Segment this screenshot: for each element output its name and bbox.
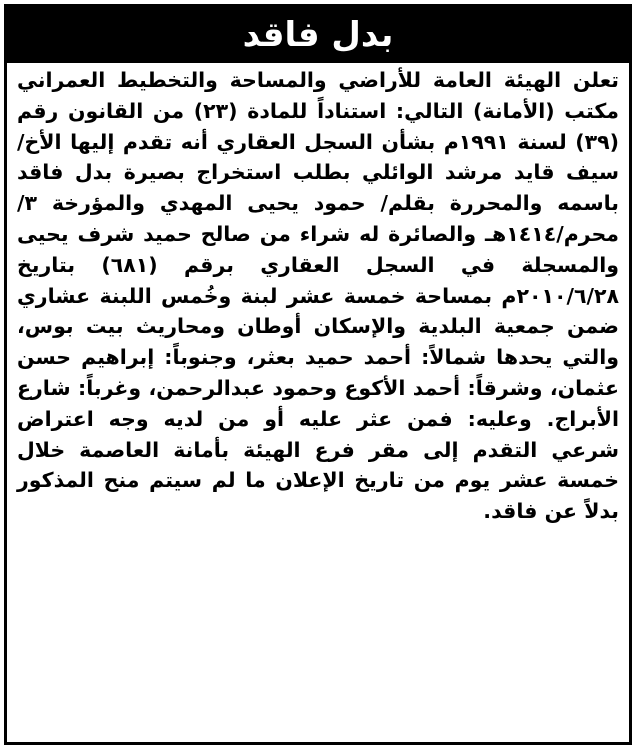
notice-title: بدل فاقد (242, 15, 394, 55)
notice-body: تعلن الهيئة العامة للأراضي والمساحة والتخطيط العمراني مكتب (الأمانة) التالي: استناداً للمادة (٢٣) من القانون رقم (٣٩) لسنة ١٩٩١م بشأن السجل العقاري أنه تقدم إليها الأخ/ سيف قايد مرشد الوائلي بطلب استخراج بصيرة بدل فاقد باسمه والمحررة بقلم/ حمود يحيى المهدي والمؤرخة ٣/ محرم/١٤١٤هـ والصائرة له شراء من صالح حميد شرف يحيى والمسجلة في السجل العقاري برقم (٦٨١) بتاريخ ٢٠١٠/٦/٢٨م بمساحة خمسة عشر لبنة وخُمس اللبنة عشاري ضمن جمعية البلدية والإسكان أوطان ومحاريث بيت بوس، والتي يحدها شمالاً: أحمد حميد بعثر، وجنوباً: إبراهيم حسن عثمان، وشرقاً: أحمد الأكوع وحمود عبدالرحمن، وغرباً: شارع الأبراج. وعليه: فمن عثر عليه أو من لديه وجه اعتراض شرعي التقدم إلى مقر فرع الهيئة بأمانة العاصمة خلال خمسة عشر يوم من تاريخ الإعلان ما لم سيتم منح المذكور بدلاً عن فاقد. (17, 68, 619, 524)
title-banner (7, 7, 629, 63)
lost-document-notice (4, 4, 632, 745)
